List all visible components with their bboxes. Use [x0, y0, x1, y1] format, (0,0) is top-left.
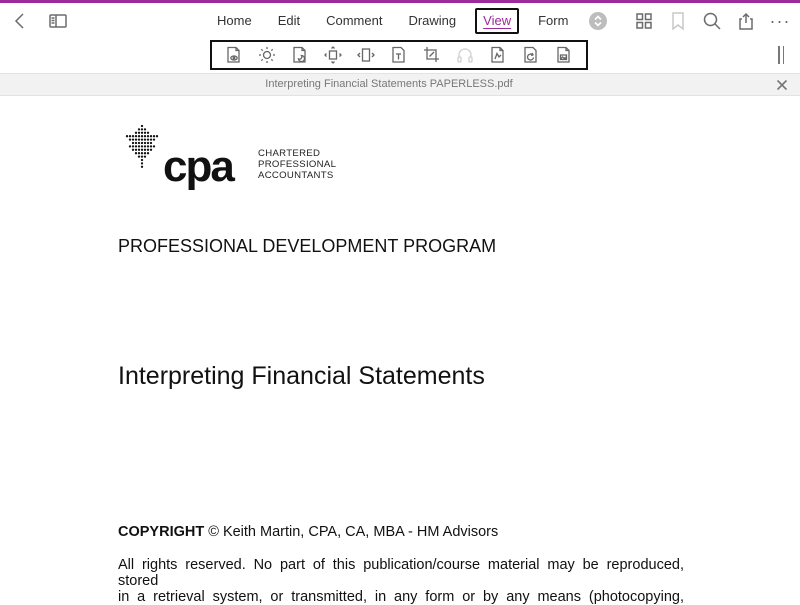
logo-dot	[144, 152, 146, 154]
program-heading: PROFESSIONAL DEVELOPMENT PROGRAM	[118, 236, 497, 256]
logo-dot	[141, 155, 143, 157]
logo-dot	[144, 145, 146, 147]
share-icon	[736, 11, 756, 31]
logo-dot	[138, 145, 140, 147]
logo-dot	[138, 128, 140, 130]
menu-drawing-label: Drawing	[408, 13, 457, 28]
menu-view-label: View	[483, 13, 512, 28]
logo-dot	[141, 149, 143, 151]
sidebar-panel-icon	[48, 11, 68, 31]
thumbnail-icon	[555, 46, 573, 64]
logo-dot	[150, 135, 152, 137]
logo-dot	[135, 132, 137, 134]
view-tools-toolbar	[210, 40, 588, 70]
logo-dot	[144, 135, 146, 137]
rights-line-2: in a retrieval system, or transmitted, in any form or by any means (photocopying,	[118, 589, 684, 605]
logo-dot	[138, 135, 140, 137]
logo-dot	[129, 138, 131, 140]
logo-dot	[141, 159, 143, 161]
logo-dot	[147, 142, 149, 144]
night-mode-icon	[291, 46, 309, 64]
logo-dot	[144, 128, 146, 130]
copyright-line	[118, 524, 498, 540]
logo-line-2: PROFESSIONAL	[258, 159, 337, 170]
logo-dot	[141, 128, 143, 130]
menu-form-label: Form	[538, 13, 569, 28]
logo-dot	[147, 135, 149, 137]
logo-dot	[147, 132, 149, 134]
logo-line-3: ACCOUNTANTS	[258, 170, 334, 181]
read-mode-button[interactable]	[223, 44, 245, 66]
top-toolbar	[0, 3, 800, 37]
logo-dot	[138, 155, 140, 157]
maple-leaf-dots-icon	[126, 125, 158, 168]
logo-dot	[132, 138, 134, 140]
logo-dot	[144, 149, 146, 151]
logo-dot	[147, 138, 149, 140]
close-icon	[776, 79, 788, 91]
menu-home-label: Home	[217, 13, 252, 28]
logo-dot	[150, 138, 152, 140]
logo-dot	[126, 135, 128, 137]
night-mode-button[interactable]	[289, 44, 311, 66]
ellipsis-icon: ···	[769, 11, 791, 31]
menu-drawing[interactable]	[401, 8, 463, 34]
logo-dot	[135, 142, 137, 144]
logo-dot	[141, 135, 143, 137]
search-icon	[702, 11, 722, 31]
copyright-label: COPYRIGHT	[118, 524, 205, 540]
copyright-text: © Keith Martin, CPA, CA, MBA - HM Advisors	[204, 524, 499, 540]
pdf-convert-button[interactable]	[487, 44, 509, 66]
logo-dot	[138, 142, 140, 144]
logo-dot	[138, 132, 140, 134]
cpa-logo-wordmark: cpa	[163, 142, 233, 191]
logo-dot	[147, 145, 149, 147]
logo-dot	[135, 149, 137, 151]
reflow-button[interactable]	[388, 44, 410, 66]
logo-dot	[141, 162, 143, 164]
logo-dot	[132, 145, 134, 147]
menu-comment[interactable]	[319, 8, 389, 34]
logo-dot	[138, 138, 140, 140]
logo-dot	[153, 138, 155, 140]
read-aloud-icon	[456, 46, 474, 64]
rotate-page-icon	[522, 46, 540, 64]
logo-dot	[129, 145, 131, 147]
bookmark-icon	[668, 11, 688, 31]
close-document-button[interactable]	[776, 78, 790, 92]
menu-form[interactable]	[531, 8, 575, 34]
logo-line-1: CHARTERED	[258, 148, 321, 159]
handle-bar-right	[783, 46, 785, 64]
logo-dot	[129, 135, 131, 137]
logo-dot	[141, 132, 143, 134]
logo-dot	[156, 135, 158, 137]
grid-icon	[634, 11, 654, 31]
menu-home[interactable]	[210, 8, 259, 34]
menu-more-button[interactable]	[589, 12, 607, 30]
logo-dot	[141, 145, 143, 147]
logo-dot	[153, 145, 155, 147]
pdf-convert-icon	[489, 46, 507, 64]
reflow-icon	[390, 46, 408, 64]
pdf-page	[0, 96, 800, 605]
logo-dot	[141, 125, 143, 127]
page-transition-button[interactable]	[355, 44, 377, 66]
logo-dot	[147, 149, 149, 151]
logo-dot	[141, 152, 143, 154]
logo-dot	[135, 145, 137, 147]
share-button[interactable]	[734, 9, 758, 33]
logo-dot	[150, 145, 152, 147]
logo-dot	[138, 149, 140, 151]
read-mode-icon	[225, 46, 243, 64]
logo-dot	[141, 138, 143, 140]
split-view-handle[interactable]	[778, 46, 786, 64]
menu-view[interactable]	[475, 8, 519, 34]
logo-dot	[135, 138, 137, 140]
more-options-button[interactable]	[768, 9, 792, 33]
thumbnails-button[interactable]	[632, 9, 656, 33]
chevron-up-down-icon	[593, 15, 603, 27]
logo-dot	[141, 166, 143, 168]
rights-line-1: All rights reserved. No part of this publication/course material may be reproduced, stored	[118, 557, 684, 589]
page-transition-icon	[357, 46, 375, 64]
sidebar-toggle-button[interactable]	[46, 9, 70, 33]
crop-icon	[423, 46, 441, 64]
search-button[interactable]	[700, 9, 724, 33]
logo-dot	[144, 155, 146, 157]
bookmark-button[interactable]	[666, 9, 690, 33]
crop-button[interactable]	[421, 44, 443, 66]
logo-dot	[150, 142, 152, 144]
rights-paragraph	[118, 557, 684, 605]
logo-dot	[153, 135, 155, 137]
logo-dot	[138, 152, 140, 154]
logo-dot	[135, 135, 137, 137]
rotate-page-button[interactable]	[520, 44, 542, 66]
logo-dot	[132, 149, 134, 151]
logo-dot	[135, 152, 137, 154]
cpa-logo-text	[258, 148, 336, 181]
logo-dot	[141, 142, 143, 144]
main-menu	[210, 8, 607, 34]
logo-dot	[144, 132, 146, 134]
handle-bar-left	[778, 46, 780, 64]
brightness-button[interactable]	[256, 44, 278, 66]
logo-dot	[132, 142, 134, 144]
brightness-icon	[258, 46, 276, 64]
back-button[interactable]	[8, 9, 32, 33]
auto-scroll-icon	[324, 46, 342, 64]
logo-dot	[132, 135, 134, 137]
read-aloud-button[interactable]	[454, 44, 476, 66]
thumbnail-button[interactable]	[553, 44, 575, 66]
logo-dot	[144, 138, 146, 140]
document-title: Interpreting Financial Statements	[118, 362, 485, 390]
menu-edit[interactable]	[271, 8, 307, 34]
logo-dot	[147, 152, 149, 154]
menu-comment-label: Comment	[326, 13, 383, 28]
logo-dot	[150, 149, 152, 151]
menu-edit-label: Edit	[277, 13, 301, 28]
auto-scroll-button[interactable]	[322, 44, 344, 66]
logo-dot	[144, 142, 146, 144]
toolbar-right-group	[632, 9, 792, 33]
document-tab-bar	[0, 73, 800, 96]
chevron-left-icon	[10, 11, 30, 31]
toolbar-left-group	[8, 9, 70, 33]
document-tab-title[interactable]: Interpreting Financial Statements PAPERLESS.pdf	[265, 78, 513, 90]
